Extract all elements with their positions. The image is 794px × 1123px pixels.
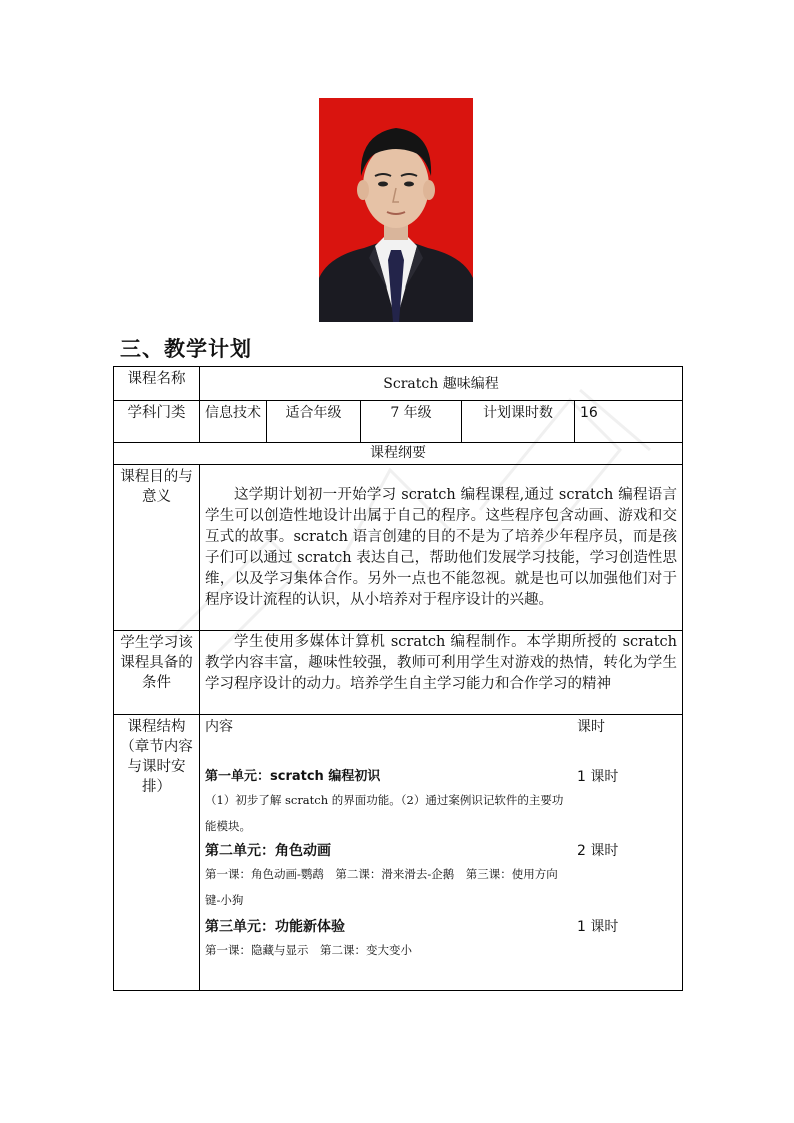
row-subject	[114, 401, 683, 443]
purpose-text: 这学期计划初一开始学习 scratch 编程课程,通过 scratch 编程语言学生可以创造性地设计出属于自己的程序。这些程序包含动画、游戏和交互式的故事。scratch 语言创建的目的不是为了培养少年程序员，而是孩子们可以通过 scratch 表达自己，帮助他们发展学习技能，学习创造性思维，以及学习集体合作。另外一点也不能忽视。就是也可以加强他们对于程序设计流程的认识，从小培养对于程序设计的兴趣。	[205, 487, 677, 608]
hours-value: 16	[575, 401, 683, 443]
unit-hours: 1 课时	[577, 769, 619, 785]
unit-hours: 2 课时	[577, 843, 619, 859]
grade-value: 7 年级	[361, 401, 462, 443]
course-name-value: Scratch 趣味编程	[200, 367, 683, 401]
hours-label: 计划课时数	[462, 401, 575, 443]
unit-row	[205, 917, 677, 937]
subject-value: 信息技术	[200, 401, 267, 443]
unit-detail: 第一课：隐藏与显示 第二课：变大变小	[205, 943, 412, 957]
row-course-name	[114, 367, 683, 401]
unit-detail: （1）初步了解 scratch 的界面功能。（2）通过案例识记软件的主要功能模块。	[205, 793, 564, 833]
hours-header: 课时	[577, 719, 605, 735]
content-header: 内容	[205, 719, 233, 735]
unit-title: 第二单元：角色动画	[205, 843, 331, 859]
purpose-label: 课程目的与意义	[114, 465, 200, 631]
row-purpose	[114, 465, 683, 631]
purpose-cell	[200, 465, 683, 631]
unit-detail: 第一课：角色动画-鹦鹉 第二课：滑来滑去-企鹅 第三课：使用方向键-小狗	[205, 867, 558, 907]
row-conditions	[114, 631, 683, 715]
portrait-photo	[319, 98, 473, 322]
subject-label: 学科门类	[114, 401, 200, 443]
structure-label: 课程结构（章节内容与课时安排）	[114, 715, 200, 991]
unit-row	[205, 767, 677, 787]
row-structure	[114, 715, 683, 991]
structure-cell	[200, 715, 683, 991]
unit-title: 第三单元：功能新体验	[205, 919, 345, 935]
course-name-label: 课程名称	[114, 367, 200, 401]
section-title: 三、教学计划	[120, 337, 252, 361]
unit-hours: 1 课时	[577, 919, 619, 935]
conditions-text: 学生使用多媒体计算机 scratch 编程制作。本学期所授的 scratch 教学内容丰富，趣味性较强，教师可利用学生对游戏的热情，转化为学生学习程序设计的动力。培养学生自主学习能力和合作学习的精神	[205, 634, 677, 692]
structure-header-row	[205, 717, 677, 737]
unit-title: 第一单元：scratch 编程初识	[205, 769, 381, 784]
unit-row	[205, 841, 677, 861]
conditions-label: 学生学习该课程具备的条件	[114, 631, 200, 715]
teaching-plan-table	[113, 366, 683, 991]
outline-header: 课程纲要	[114, 443, 683, 465]
grade-label: 适合年级	[267, 401, 361, 443]
row-outline	[114, 443, 683, 465]
conditions-cell	[200, 631, 683, 715]
